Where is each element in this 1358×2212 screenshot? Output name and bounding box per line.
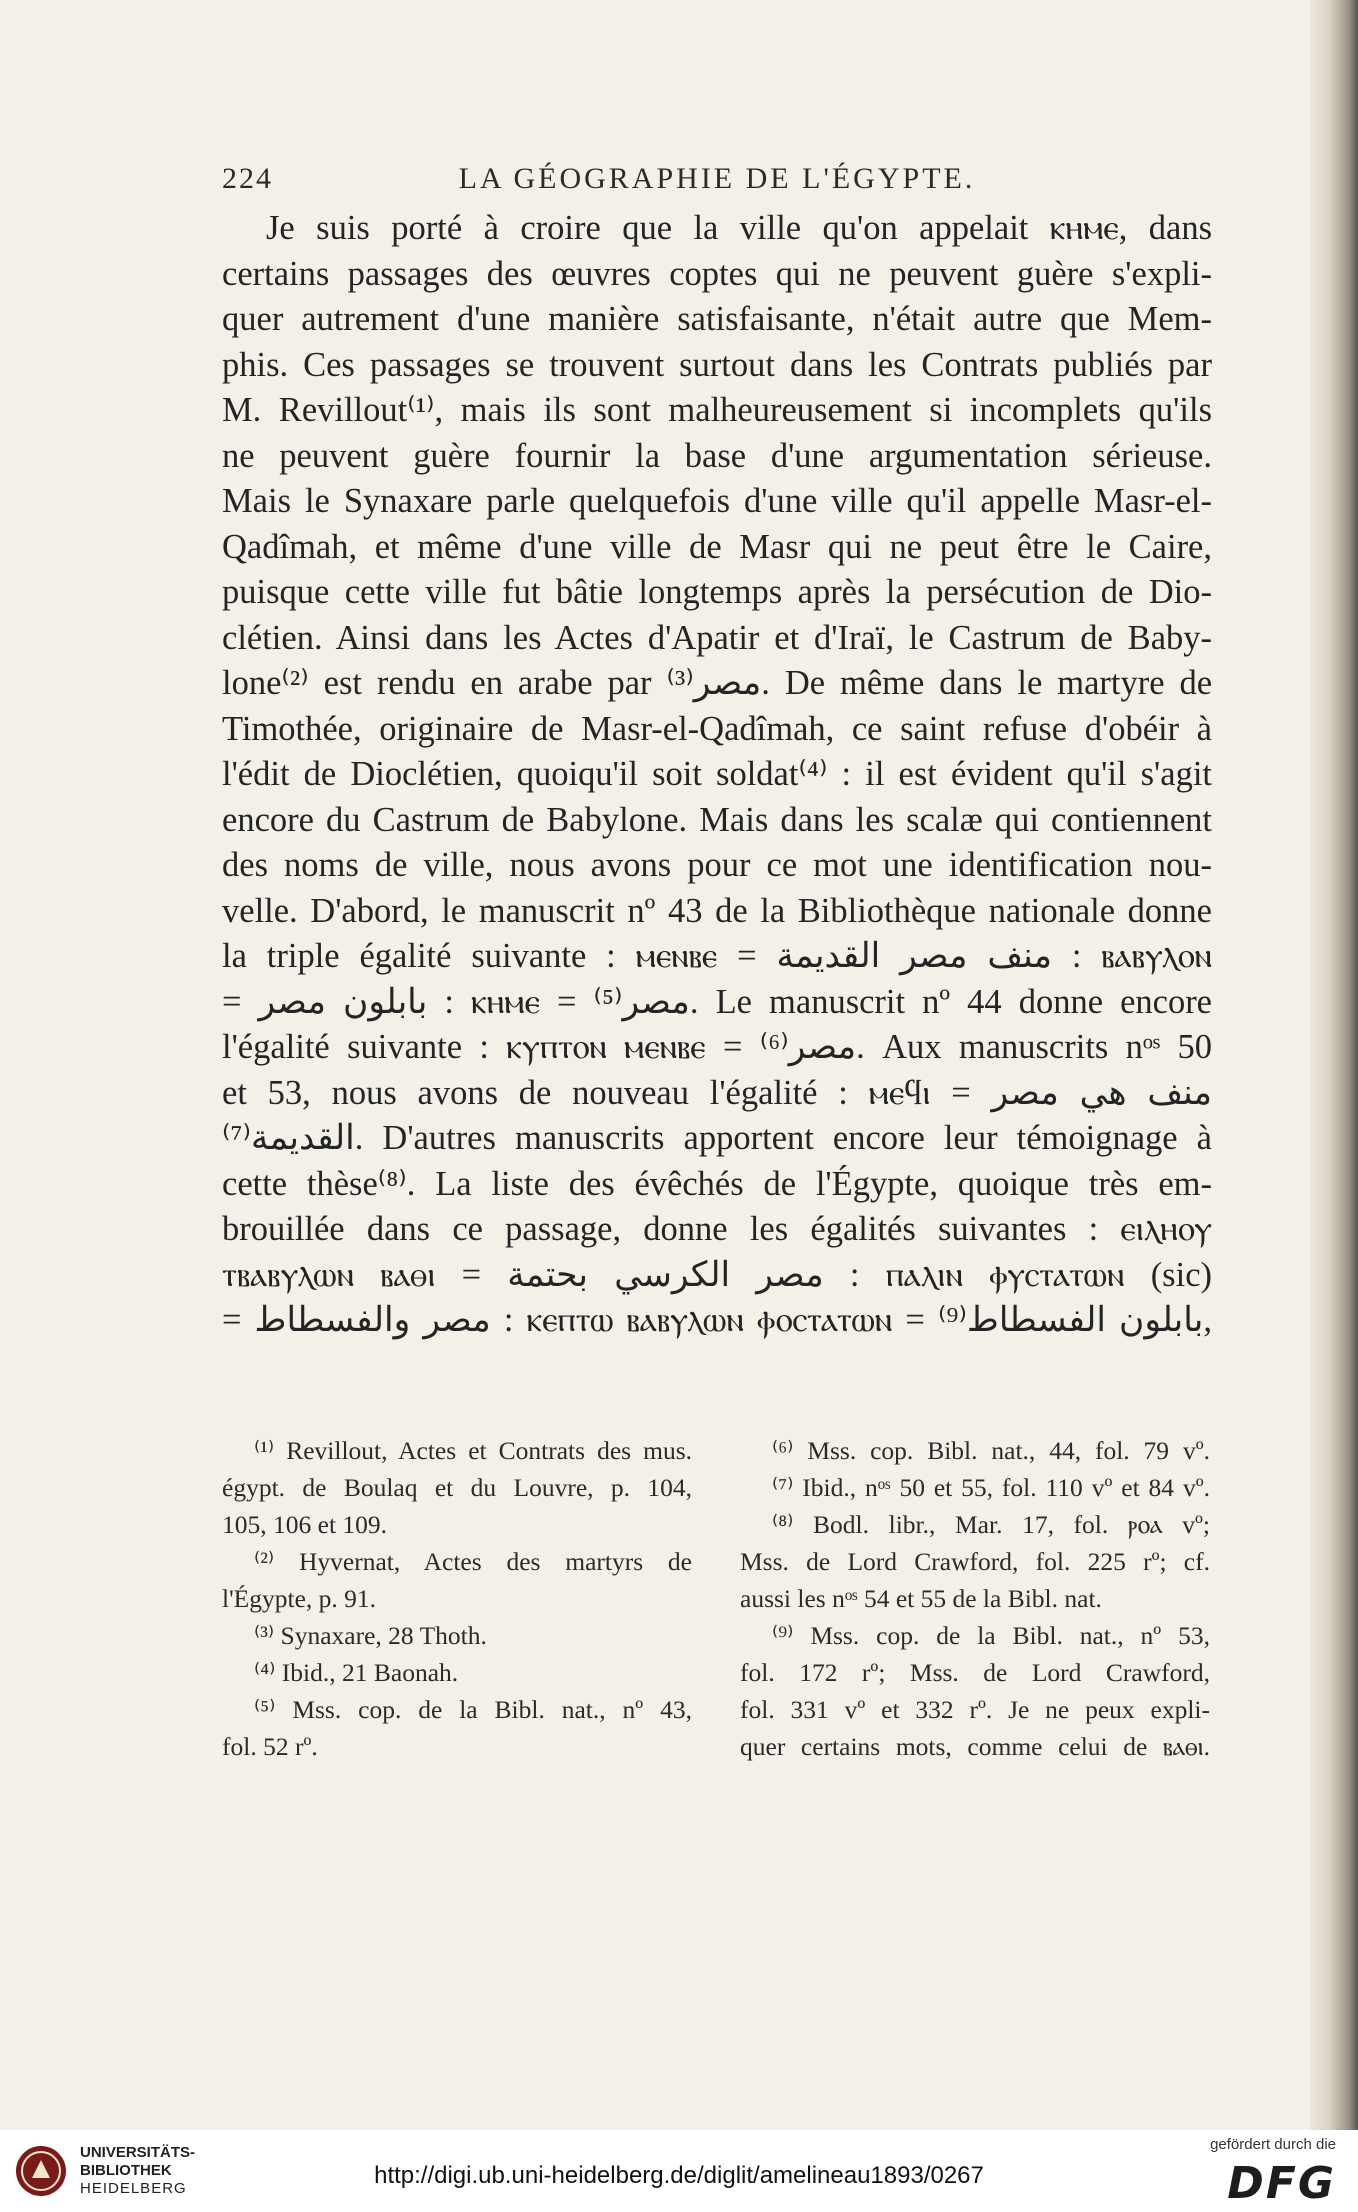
running-title: LA GÉOGRAPHIE DE L'ÉGYPTE. [458, 162, 976, 195]
footnote-line: 105, 106 et 109. [222, 1510, 388, 1539]
footnote-line: égypt. de Boulaq et du Louvre, p. 104, [222, 1473, 692, 1502]
library-name[interactable]: UNIVERSITÄTS- BIBLIOTHEK HEIDELBERG [80, 2144, 196, 2197]
text-line: clétien. Ainsi dans les Actes d'Apatir et d'Iraï, le Castrum de Baby- [222, 618, 1212, 657]
text-line: Mais le Synaxare parle quelquefois d'une ville qu'il appelle Masr-el- [222, 482, 1212, 520]
footnote-line: fol. 172 rº; Mss. de Lord Crawford, [740, 1658, 1210, 1687]
footnote-line: ⁽²⁾ Hyvernat, Actes des martyrs de [254, 1547, 692, 1576]
footnotes-right-column [740, 1432, 1210, 1765]
text-line: القديمة⁽⁷⁾. D'autres manuscrits apportent encore leur témoignage à [222, 1119, 1212, 1157]
page-number: 224 [222, 162, 273, 195]
footnote-line: ⁽⁴⁾ Ibid., 21 Baonah. [254, 1658, 459, 1687]
footnote-line: ⁽⁹⁾ Mss. cop. de la Bibl. nat., nº 53, [772, 1621, 1210, 1650]
footnote-line: l'Égypte, p. 91. [222, 1584, 377, 1613]
running-head [222, 162, 1212, 202]
footnote-line: ⁽⁷⁾ Ibid., nᵒˢ 50 et 55, fol. 110 vº et 84 vº. [772, 1473, 1210, 1502]
footnote-line: aussi les nᵒˢ 54 et 55 de la Bibl. nat. [740, 1584, 1102, 1613]
footnote-line: ⁽¹⁾ Revillout, Actes et Contrats des mus. [254, 1436, 692, 1465]
text-line: = مصر والفسطاط : ⲕⲉⲡⲧⲱ ⲃⲁⲃⲩⲗⲱⲛ ⲫⲟⲥⲧⲁⲧⲱⲛ = بابلون الفسطاط⁽⁹⁾, [222, 1301, 1212, 1339]
footnotes-left-column [222, 1432, 692, 1765]
footnote-line: Mss. de Lord Crawford, fol. 225 rº; cf. [740, 1547, 1210, 1576]
body-text [222, 206, 1212, 1344]
text-line: lone⁽²⁾ est rendu en arabe par مصر⁽³⁾. De même dans le martyre de [222, 664, 1213, 702]
text-line: des noms de ville, nous avons pour ce mot une identification nou- [222, 846, 1212, 884]
text-line: M. Revillout⁽¹⁾, mais ils sont malheureusement si incomplets qu'ils [222, 391, 1212, 429]
footnote-line: fol. 331 vº et 332 rº. Je ne peux expli- [740, 1695, 1210, 1724]
footnote-line: ⁽³⁾ Synaxare, 28 Thoth. [254, 1621, 487, 1650]
footnote-line: ⁽⁶⁾ Mss. cop. Bibl. nat., 44, fol. 79 vº. [772, 1436, 1210, 1465]
footnotes [222, 1432, 1212, 1762]
page-url-link[interactable]: http://digi.ub.uni-heidelberg.de/diglit/amelineau1893/0267 [374, 2162, 984, 2189]
text-line: = بابلون مصر : ⲕⲏⲙⲉ = مصر⁽⁵⁾. Le manuscrit nº 44 donne encore [222, 982, 1212, 1021]
text-line: ⲧⲃⲁⲃⲩⲗⲱⲛ ⲃⲁⲑⲓ = مصر الكرسي بحتمة : ⲡⲁⲗⲓⲛ ⲫⲩⲥⲧⲁⲧⲱⲛ (sic) [222, 1255, 1212, 1294]
viewer-footer [0, 2130, 1358, 2212]
text-line: brouillée dans ce passage, donne les égalités suivantes : ⲉⲓⲗⲏⲟⲩ [222, 1210, 1212, 1248]
footnote-line: quer certains mots, comme celui de ⲃⲁⲑⲓ. [740, 1732, 1210, 1761]
text-line: certains passages des œuvres coptes qui ne peuvent guère s'expli- [222, 254, 1212, 293]
text-line: cette thèse⁽⁸⁾. La liste des évêchés de l'Égypte, quoique très em- [222, 1164, 1212, 1203]
text-line: Je suis porté à croire que la ville qu'on appelait ⲕⲏⲙⲉ, dans [266, 209, 1212, 247]
text-line: Timothée, originaire de Masr-el-Qadîmah, ce saint refuse d'obéir à [222, 709, 1212, 748]
text-line: l'égalité suivante : ⲕⲩⲡⲧⲟⲛ ⲙⲉⲛⲃⲉ = مصر⁽⁶⁾. Aux manuscrits nᵒˢ 50 [222, 1028, 1213, 1066]
text-line: la triple égalité suivante : ⲙⲉⲛⲃⲉ = منف مصر القديمة : ⲃⲁⲃⲩⲗⲟⲛ [222, 937, 1212, 975]
footnote-line: ⁽⁵⁾ Mss. cop. de la Bibl. nat., nº 43, [254, 1695, 692, 1724]
text-line: ne peuvent guère fournir la base d'une argumentation sérieuse. [222, 436, 1212, 475]
text-line: encore du Castrum de Babylone. Mais dans les scalæ qui contiennent [222, 800, 1212, 839]
text-line: l'édit de Dioclétien, quoiqu'il soit soldat⁽⁴⁾ : il est évident qu'il s'agit [222, 755, 1212, 793]
text-line: et 53, nous avons de nouveau l'égalité : ⲙⲉϥⲓ = منف هي مصر [222, 1073, 1212, 1112]
text-line: quer autrement d'une manière satisfaisante, n'était autre que Mem- [222, 300, 1212, 338]
footnote-line: ⁽⁸⁾ Bodl. libr., Mar. 17, fol. ⲣⲟⲁ vº; [772, 1510, 1210, 1539]
text-line: velle. D'abord, le manuscrit nº 43 de la Bibliothèque nationale donne [222, 891, 1212, 930]
page-edge [1310, 0, 1358, 2130]
funder-text: gefördert durch die [1210, 2136, 1336, 2153]
footnote-line: fol. 52 rº. [222, 1732, 318, 1761]
dfg-logo[interactable]: DFG [1227, 2158, 1336, 2209]
text-line: phis. Ces passages se trouvent surtout dans les Contrats publiés par [222, 345, 1212, 384]
text-line: puisque cette ville fut bâtie longtemps après la persécution de Dio- [222, 573, 1212, 611]
text-line: Qadîmah, et même d'une ville de Masr qui ne peut être le Caire, [222, 527, 1212, 566]
